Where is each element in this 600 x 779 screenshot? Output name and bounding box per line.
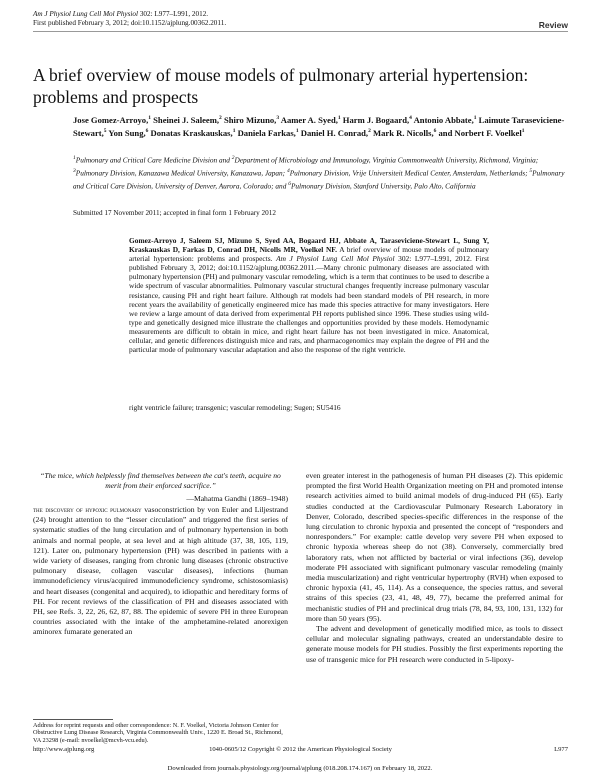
download-notice: Downloaded from journals.physiology.org/journal/ajplung (018.208.174.167) on February 18, 2022. [167,765,433,772]
article-title: A brief overview of mouse models of pulmonary arterial hypertension: problems and prospects [33,65,529,107]
journal-citation: 302: L977–L991, 2012. [138,10,209,18]
body-paragraph: even greater interest in the pathogenesis of human PH diseases (2). This epidemic prompted the first World Health Organization meeting on PH and promoted intense research activities aimed to build animal models of drug-induced PH (65). Early studies conducted at the Cardiovascular Pulmonary Research Laboratory in Denver, Colorado, described species-specific differences in the response of the lung circulation to chronic hypoxia and presented the concept of “responders and nonresponders.” For example: cattle develop very severe PH when exposed to chronic hypoxia whereas sheep do not (38). Conversely, commercially bred laboratory rats, when not afflicted by bacterial or viral infections (36), develop moderate PH associated with significant pulmonary vascular remodeling (mainly media muscularization) and right ventricular hypertrophy (RVH) when exposed to chronic hypoxia (41, 45, 114). As a consequence, the species rattus, and several strains of this species (23, 41, 48, 49, 77), became the preferred animal for mechanistic studies of PH and preclinical drug trials (78, 84, 93, 100, 131, 132) for more than 50 years (95). [306,471,563,623]
author-list: Jose Gomez-Arroyo,$^1$ Sheinei J. Saleem,$^2$ Shiro Mizuno,$^3$ Aamer A. Syed,$^1$ Harm J. Bogaard,$^4$ Antonio Abbate,$^1$ Laimute Taraseviciene-Stewart,$^5$ Yon Sung,$^6$ Donatas Kraskauskas,$^1$ Daniela Farkas,$^1$ Daniel H. Conrad,$^2$ Mark R. Nicolls,$^6$ and Norbert F. Voelkel$^1$ [73,114,565,139]
header-divider [33,31,568,32]
keywords: right ventricle failure; transgenic; vascular remodeling; Sugen; SU5416 [129,403,341,412]
first-published: First published February 3, 2012; doi:10.1152/ajplung.00362.2011. [33,19,227,27]
epigraph-attribution: —Mahatma Gandhi (1869–1948) [186,494,288,503]
body-column-left: the discovery of hypoxic pulmonary vasoconstriction by von Euler and Liljestrand (24) brought attention to the “lesser circulation” and triggered the first series of systematic studies of the lung circulation and of pulmonary hypertension in both animals and normal people, at sea level and at high altitude (37, 38, 105, 119, 121). Later on, pulmonary hypertension (PH) was described in patients with a wide variety of diseases, ranging from chronic lung diseases (chronic obstructive pulmonary disease, collagen vascular diseases), infections (human immunodeficiency virus/acquired immunodeficiency syndrome, schistosomiasis) and heart diseases (congenital and acquired), to idiopathic and hereditary forms of PH. For recent reviews of the classification of PH and diseases associated with PH, see Refs. 3, 22, 26, 62, 87, 88. The epidemic of severe PH in three European countries associated with the intake of the amphetamine-related anorexigen aminorex fumarate generated an [33,505,288,637]
section-label: Review [538,20,568,30]
epigraph-quote: “The mice, which helplessly find themselves between the cat's teeth, acquire no merit from their enforced sacrifice.” [40,471,281,490]
body-column-right [306,471,563,665]
submission-dates: Submitted 17 November 2011; accepted in final form 1 February 2012 [73,209,276,217]
correspondence-footnote: Address for reprint requests and other correspondence: N. F. Voelkel, Victoria Johnson Center for Obstructive Lung Disease Research, Virginia Commonwealth Univ., 1220 E. Broad St., Richmond, VA 23298 (e-mail: nvoelkel@mcvh-vcu.edu). [33,722,283,744]
journal-name: Am J Physiol Lung Cell Mol Physiol [33,10,139,18]
copyright-notice: 1040-0605/12 Copyright © 2012 the American Physiological Society [209,746,392,753]
affiliations: $^1$Pulmonary and Critical Care Medicine Division and $^2$Department of Microbiology and Immunology, Virginia Commonwealth University, Richmond, Virginia; $^3$Pulmonary Division, Kanazawa Medical University, Kanazawa, Japan; $^4$Pulmonary Division, Vrije Universiteit Medical Center, Amsterdam, Netherlands; $^5$Pulmonary and Critical Care Division, University of Denver, Aurora, Colorado; and $^6$Pulmonary Division, Stanford University, Palo Alto, California [73,155,565,191]
journal-url-link[interactable]: http://www.ajplung.org [33,746,95,753]
page-number: L977 [554,746,568,753]
body-paragraph: The advent and development of genetically modified mice, as tools to dissect cellular and molecular signaling pathways, created an understandable desire to generate mouse models for PH studies. Possibly the first experiments reporting the use of transgenic mice for PH research were conducted in 5-lipoxy- [306,624,563,664]
footnote-divider [33,719,113,720]
running-header [33,10,226,28]
abstract: Gomez-Arroyo J, Saleem SJ, Mizuno S, Syed AA, Bogaard HJ, Abbate A, Taraseviciene-Stewart L, Sung Y, Kraskauskas D, Farkas D, Conrad DH, Nicolls MR, Voelkel NF. A brief overview of mouse models of pulmonary arterial hypertension: problems and prospects. Am J Physiol Lung Cell Mol Physiol 302: L977–L991, 2012. First published February 3, 2012; doi:10.1152/ajplung.00362.2011.—Many chronic pulmonary diseases are associated with pulmonary hypertension (PH) and pulmonary vascular remodeling, which is a term that continues to be used to describe a wide spectrum of vascular abnormalities. Pulmonary vascular structural changes frequently increase pulmonary vascular resistance, causing PH and right heart failure. Although rat models had been standard models of PH research, in more recent years the availability of genetically engineered mice has made this species attractive for many investigators. Here we review a large amount of data derived from experimental PH reports published since 1996. These studies using wild-type and genetically designed mice illustrate the challenges and opportunities provided by these models. Hemodynamic measurements are difficult to obtain in mice, and right heart failure has not been investigated in mice. Anatomical, cellular, and genetic differences distinguish mice and rats, and pharmacogenomics may explain the degree of PH and the particular mode of pulmonary vascular adaptation and also the response of the right ventricle. [129,236,490,355]
